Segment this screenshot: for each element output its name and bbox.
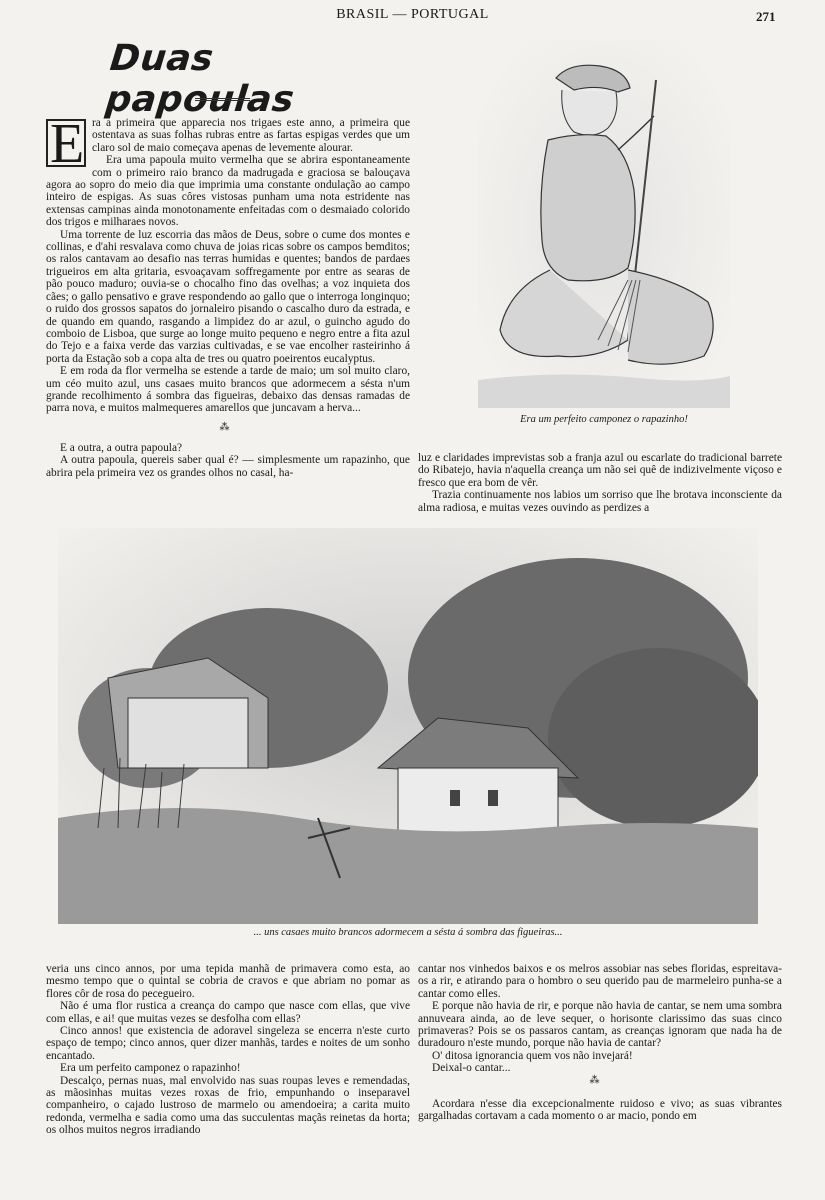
paragraph: veria uns cinco annos, por uma tepida manhã de primavera como esta, ao mesmo tempo que o quintal se cobria de cravos e que abriam no pomar as flores côr de rosa do pecegueiro. xyxy=(46,963,410,1000)
boy-sketch-image xyxy=(478,40,730,408)
column-mid-right xyxy=(418,452,782,514)
paragraph: Deixal-o cantar... xyxy=(432,1062,511,1075)
paragraph: Trazia continuamente nos labios um sorriso que lhe brotava inconsciente da alma radiosa, e muitas vezes ouvindo as perdizes a xyxy=(418,489,782,514)
running-head: BRASIL — PORTUGAL xyxy=(336,7,489,22)
paragraph: Não é uma flor rustica a creança do campo que nasce com ellas, que vive com ellas, e ai! que muitas vezes se desfolha com ellas? xyxy=(46,1000,410,1025)
column-bottom-right-cont xyxy=(418,1098,782,1123)
paragraph: Era uma papoula muito vermelha que se abrira espontaneamente com o primeiro raio branco da madrugada e graciosa se balouçava agora ao sopro do meio dia que imprimia uma constante ondulação ao campo inteiro de espigas. As suas côres vistosas punham uma nota estridente nas extensas campinas ainda monotonamente enfeitadas com o desmaiado colorido dos trigos e milharaes novos. xyxy=(46,154,410,229)
landscape-sketch-image xyxy=(58,528,758,924)
paragraph: O' ditosa ignorancia quem vos não invejará! xyxy=(432,1049,633,1062)
column-top-left xyxy=(46,113,410,415)
article-title: Duas papoulas xyxy=(103,38,297,120)
paragraph: Descalço, pernas nuas, mal envolvido nas suas roupas leves e remendadas, as mãosinhas muitas vezes roxas de frio, empunhando o inseparavel companheiro, o cajado lustroso de marmelo ou amendoeira; a carita muito redonda, vermelha e sadia como uma das succulentas maçãs reinetas da horta; os olhos muitos negros irradiando xyxy=(46,1074,410,1137)
paragraph-text: ra a primeira que apparecia nos trigaes este anno, a primeira que ostentava as suas folhas rubras entre as fartas espigas verdes que um claro sol de maio começava apenas de levemente alourar. xyxy=(92,117,410,154)
page-number: 271 xyxy=(756,9,776,24)
paragraph: Cinco annos! que existencia de adoravel singeleza se encerra n'este curto espaço de tempo; cinco annos, quer dizer manhãs, tardes e noites de um sonho encantado. xyxy=(46,1025,410,1062)
paragraph: cantar nos vinhedos baixos e os melros assobiar nas sebes floridas, espreitava-os a rir, e atirando para o hombro o seu querido pau de marmeleiro punha-se a cantar como elles. xyxy=(418,963,782,1000)
section-break: ⁂ xyxy=(589,1075,601,1086)
column-mid-left xyxy=(46,442,410,479)
column-bottom-left xyxy=(46,963,410,1137)
caption-boy: Era um perfeito camponez o rapazinho! xyxy=(520,414,688,425)
title-rule xyxy=(195,98,250,101)
illustration-boy xyxy=(478,40,730,408)
paragraph: Era um perfeito camponez o rapazinho! xyxy=(60,1062,241,1075)
paragraph: Uma torrente de luz escorria das mãos de Deus, sobre o cume dos montes e collinas, e d'ahi resvalava como chuva de joias ricas sobre os campos bemditos; os ralos cantavam ao desafio nas terras humidas e quentes; bandos de pardaes trigueiros em alta gritaria, esvoaçavam soffregamente por entre as searas de pão pouco maduro; ouvia-se o chocalho fino das ovelhas; a voz inquieta dos cães; o gallo pensativo e grave respondendo ao gallo que o interroga longinquo; o ruido dos grossos sapatos do jornaleiro pisando o cascalho duro da estrada, e de quando em quando, rasgando a limpidez do ar azul, o guincho agudo do comboio de Lisboa, que surge ao longe muito pequeno e negro entre a fita azul do Tejo e a faixa verde das varzias cultivadas, e se vae encolher rasteirinho á porta da Estação sob a copa alta de tres ou quatro poeirentos eucalyptus. xyxy=(46,228,410,365)
paragraph: E em roda da flor vermelha se estende a tarde de maio; um sol muito claro, um céo muito azul, uns casaes muito brancos que adormecem a sésta n'um grande recolhimento á sombra das figueiras, debaixo das densas ramadas de parra nova, e muitos malmequeres amarellos que juncavam a herva... xyxy=(46,365,410,415)
illustration-landscape xyxy=(58,528,758,924)
dropcap: E xyxy=(46,119,86,167)
caption-landscape: ... uns casaes muito brancos adormecem a sésta á sombra das figueiras... xyxy=(253,927,563,938)
paragraph-intro xyxy=(46,113,410,175)
paragraph: E a outra, a outra papoula? xyxy=(60,442,183,454)
section-break: ⁂ xyxy=(219,422,231,433)
column-bottom-right xyxy=(418,963,782,1075)
paragraph: A outra papoula, quereis saber qual é? — simplesmente um rapazinho, que abrira pela primeira vez os grandes olhos no casal, ha- xyxy=(46,454,410,479)
paragraph: luz e claridades imprevistas sob a franja azul ou escarlate do tradicional barrete do Ribatejo, havia n'aquella creança um não sei quê de indizivelmente viçoso e fresco que era bom de vêr. xyxy=(418,452,782,489)
paragraph: Acordara n'esse dia excepcionalmente ruidoso e vivo; as suas vibrantes gargalhadas cortavam a cada momento o ar macio, pondo em xyxy=(418,1098,782,1123)
paragraph: E porque não havia de rir, e porque não havia de cantar, se nem uma sombra annuveara ainda, ao de leve sequer, o horisonte clarissimo das suas cinco primaveras? Pois se os passaros cantam, as creanças ignoram que nada ha de duradouro n'este mundo, porque não havia de cantar? xyxy=(418,1000,782,1050)
